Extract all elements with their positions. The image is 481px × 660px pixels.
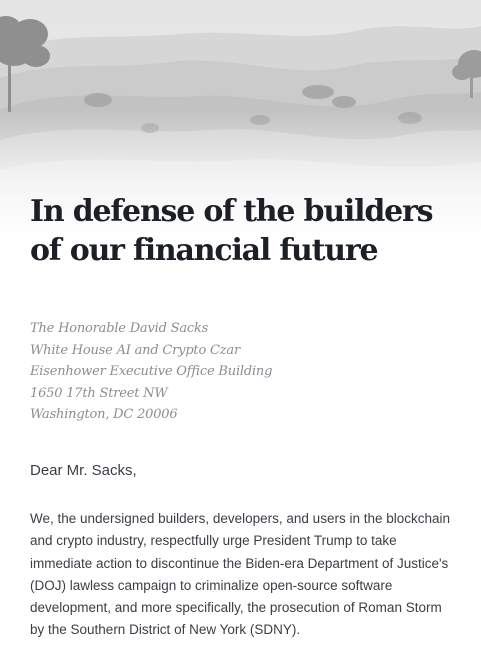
page-title xyxy=(30,192,470,270)
body-line: by the Southern District of New York (SDNY). xyxy=(30,622,301,638)
recipient-title: White House AI and Crypto Czar xyxy=(30,342,240,358)
recipient-name: The Honorable David Sacks xyxy=(30,321,209,336)
body-line: development, and more specifically, the prosecution of Roman Storm xyxy=(30,600,442,616)
recipient-address-block xyxy=(30,318,460,426)
recipient-city: Washington, DC 20006 xyxy=(30,407,178,422)
body-line: We, the undersigned builders, developers, and users in the blockchain xyxy=(30,511,451,526)
page-title-line-1: In defense of the builders xyxy=(30,194,433,229)
recipient-street: 1650 17th Street NW xyxy=(30,385,168,401)
body-line: and crypto industry, respectfully urge President Trump to take xyxy=(30,533,397,549)
letter-body-paragraph xyxy=(30,508,460,642)
letter-salutation: Dear Mr. Sacks, xyxy=(30,462,137,479)
recipient-building: Eisenhower Executive Office Building xyxy=(30,364,273,379)
body-line: (DOJ) lawless campaign to criminalize open-source software xyxy=(30,577,393,593)
body-line: immediate action to discontinue the Biden-era Department of Justice's xyxy=(30,555,449,571)
page-title-line-2: of our financial future xyxy=(30,233,378,268)
